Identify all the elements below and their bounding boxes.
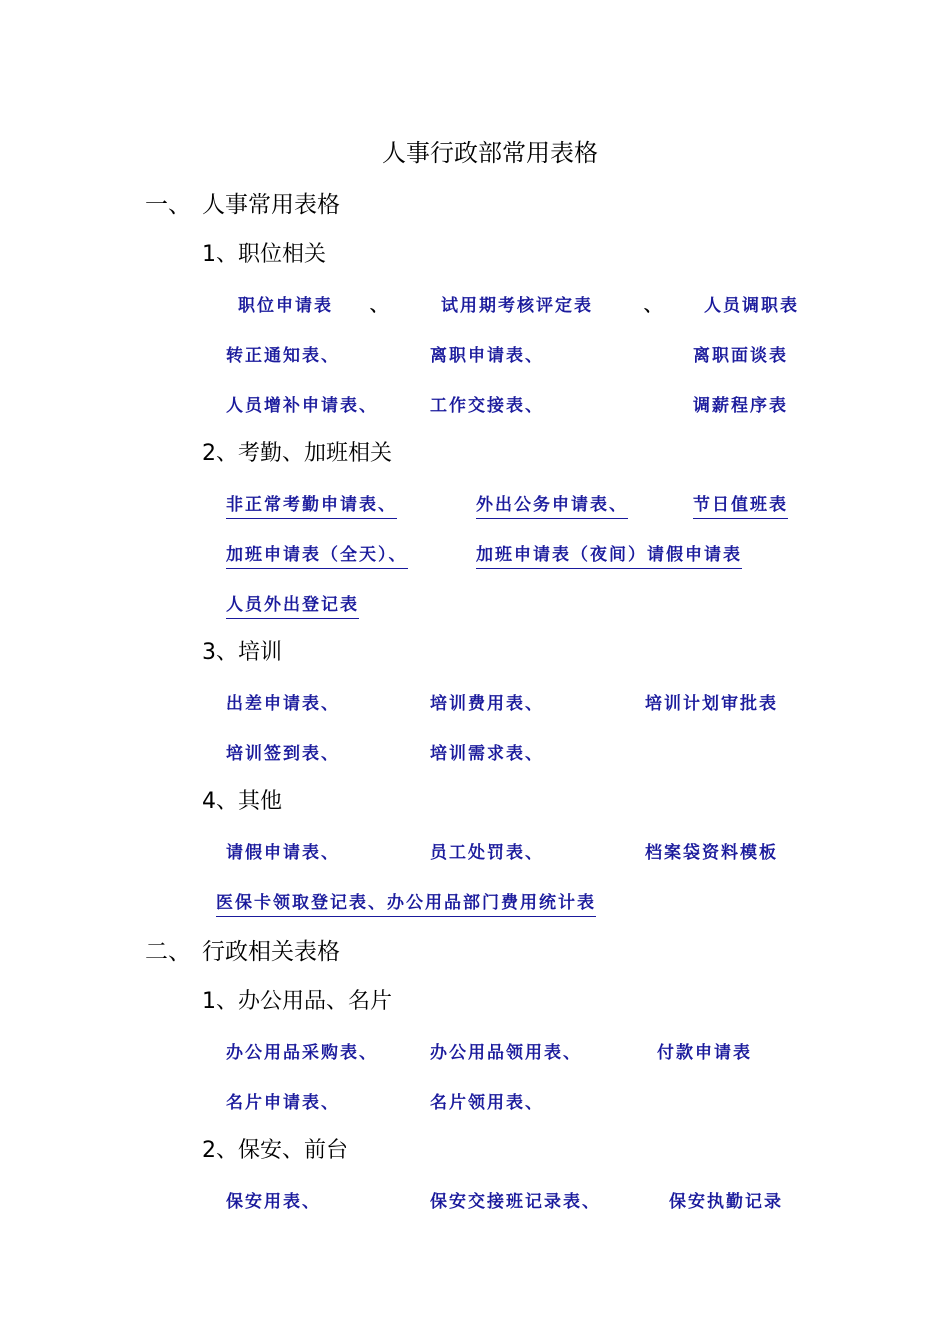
form-link[interactable]: 人员调职表: [704, 296, 799, 316]
form-link[interactable]: 医保卡领取登记表、办公用品部门费用统计表: [216, 888, 596, 917]
section-number: 二、: [145, 939, 191, 965]
form-link[interactable]: 加班申请表（全天）、: [226, 540, 408, 569]
form-link[interactable]: 离职面谈表: [693, 346, 788, 366]
form-link[interactable]: 转正通知表、: [226, 346, 340, 366]
form-link[interactable]: 职位申请表: [238, 296, 333, 316]
form-link[interactable]: 调薪程序表: [693, 396, 788, 416]
form-link[interactable]: 保安执勤记录: [669, 1192, 783, 1212]
form-link[interactable]: 培训计划审批表: [645, 694, 778, 714]
form-link[interactable]: 培训需求表、: [430, 744, 544, 764]
form-link[interactable]: 工作交接表、: [430, 396, 544, 416]
section-number: 一、: [145, 192, 191, 218]
form-link[interactable]: 名片申请表、: [226, 1093, 340, 1113]
form-link[interactable]: 档案袋资料模板: [645, 843, 778, 863]
form-link[interactable]: 试用期考核评定表: [441, 296, 593, 316]
subsection-title: 1、职位相关: [202, 242, 326, 267]
form-link[interactable]: 保安交接班记录表、: [430, 1192, 601, 1212]
section-title: 人事常用表格: [202, 192, 340, 218]
subsection-title: 4、其他: [202, 789, 282, 814]
form-link[interactable]: 保安用表、: [226, 1192, 321, 1212]
form-link[interactable]: 名片领用表、: [430, 1093, 544, 1113]
form-link[interactable]: 人员增补申请表、: [226, 396, 378, 416]
section-heading: [145, 186, 340, 219]
subsection-title: 1、办公用品、名片: [202, 989, 392, 1014]
form-link[interactable]: 办公用品采购表、: [226, 1043, 378, 1063]
form-link[interactable]: 人员外出登记表: [226, 590, 359, 619]
form-link[interactable]: 员工处罚表、: [430, 843, 544, 863]
form-link[interactable]: 外出公务申请表、: [476, 490, 628, 519]
form-link[interactable]: 出差申请表、: [226, 694, 340, 714]
form-link[interactable]: 非正常考勤申请表、: [226, 490, 397, 519]
form-link[interactable]: 离职申请表、: [430, 346, 544, 366]
form-link[interactable]: 培训费用表、: [430, 694, 544, 714]
form-link[interactable]: 节日值班表: [693, 490, 788, 519]
form-link[interactable]: 办公用品领用表、: [430, 1043, 582, 1063]
form-link[interactable]: 付款申请表: [657, 1043, 752, 1063]
section-title: 行政相关表格: [202, 939, 340, 965]
form-link[interactable]: 加班申请表（夜间）请假申请表: [476, 540, 742, 569]
separator: 、: [644, 296, 661, 316]
form-link[interactable]: 培训签到表、: [226, 744, 340, 764]
section-heading: [145, 933, 340, 966]
subsection-title: 3、培训: [202, 640, 282, 665]
subsection-title: 2、保安、前台: [202, 1138, 348, 1163]
separator: 、: [370, 296, 387, 316]
subsection-title: 2、考勤、加班相关: [202, 441, 392, 466]
page-title: 人事行政部常用表格: [382, 139, 598, 167]
form-link[interactable]: 请假申请表、: [226, 843, 340, 863]
